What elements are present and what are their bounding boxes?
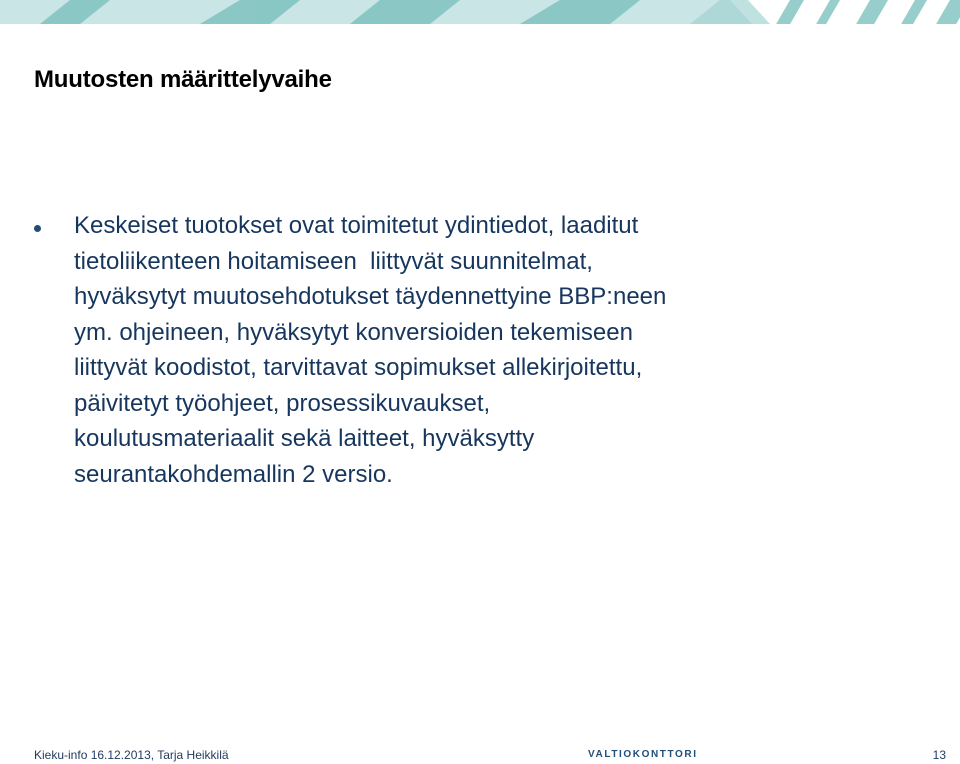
footer xyxy=(0,748,960,764)
bullet-item xyxy=(34,208,804,492)
bullet-list xyxy=(34,208,804,492)
footer-presentation-info: Kieku-info 16.12.2013, Tarja Heikkilä xyxy=(34,748,229,762)
bullet-line: liittyvät koodistot, tarvittavat sopimukset allekirjoitettu, xyxy=(74,354,643,381)
top-banner-decoration xyxy=(0,0,960,24)
bullet-line: tietoliikenteen hoitamiseen liittyvät suunnitelmat, xyxy=(74,247,593,275)
bullet-text xyxy=(74,208,804,492)
slide-title: Muutosten määrittelyvaihe xyxy=(34,66,332,93)
page-number: 13 xyxy=(932,748,946,762)
bullet-line: päivitetyt työohjeet, prosessikuvaukset, xyxy=(74,389,491,417)
bullet-line: koulutusmateriaalit sekä laitteet, hyväksytty xyxy=(74,425,535,452)
bullet-line: Keskeiset tuotokset ovat toimitetut ydintiedot, laaditut xyxy=(74,212,639,239)
bullet-line: ym. ohjeineen, hyväksytyt konversioiden tekemiseen xyxy=(74,318,633,346)
valtiokonttori-logo: VALTIOKONTTORI xyxy=(588,749,698,760)
bullet-dot-icon xyxy=(34,225,41,232)
bullet-line: seurantakohdemallin 2 versio. xyxy=(74,460,393,488)
bullet-line: hyväksytyt muutosehdotukset täydennettyine BBP:neen xyxy=(74,283,667,310)
